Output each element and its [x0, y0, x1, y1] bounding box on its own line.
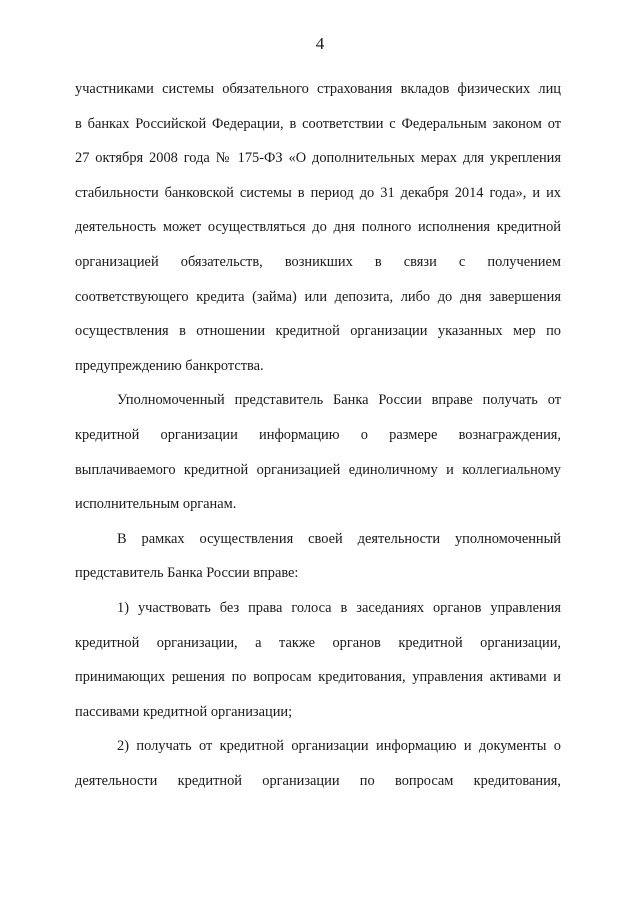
text-line: 2) получать от кредитной организации информацию и документы о [117, 738, 561, 755]
page-number: 4 [315, 34, 325, 53]
text-line: организацией обязательств, возникших в связи с получением [75, 253, 561, 270]
paragraph [75, 591, 561, 729]
paragraph [75, 729, 561, 798]
paragraph [75, 522, 561, 591]
paragraph [75, 383, 561, 521]
text-line: Уполномоченный представитель Банка России вправе получать от [117, 392, 561, 409]
document-body [75, 72, 561, 798]
text-line: пассивами кредитной организации; [75, 703, 293, 720]
text-line: представитель Банка России вправе: [75, 565, 299, 582]
text-line: В рамках осуществления своей деятельности уполномоченный [117, 530, 561, 547]
text-line: осуществления в отношении кредитной организации указанных мер по [75, 323, 561, 340]
text-line: предупреждению банкротства. [75, 357, 264, 374]
text-line: соответствующего кредита (займа) или депозита, либо до дня завершения [75, 288, 561, 305]
paragraph [75, 72, 561, 383]
text-line: стабильности банковской системы в период до 31 декабря 2014 года», и их [75, 184, 561, 201]
text-line: 1) участвовать без права голоса в заседаниях органов управления [117, 599, 561, 616]
text-line: исполнительным органам. [75, 496, 237, 513]
text-line: участниками системы обязательного страхования вкладов физических лиц [75, 81, 561, 97]
text-line: в банках Российской Федерации, в соответствии с Федеральным законом от [75, 115, 561, 132]
text-line: кредитной организации информацию о размере вознаграждения, [75, 426, 561, 443]
text-line: выплачиваемого кредитной организацией единоличному и коллегиальному [75, 461, 561, 478]
text-line: кредитной организации, а также органов кредитной организации, [75, 634, 561, 651]
text-line: деятельности кредитной организации по вопросам кредитования, [75, 772, 561, 789]
text-line: 27 октября 2008 года № 175-ФЗ «О дополнительных мерах для укрепления [75, 150, 561, 167]
text-line: деятельность может осуществляться до дня полного исполнения кредитной [75, 219, 561, 236]
text-line: принимающих решения по вопросам кредитования, управления активами и [75, 669, 561, 686]
